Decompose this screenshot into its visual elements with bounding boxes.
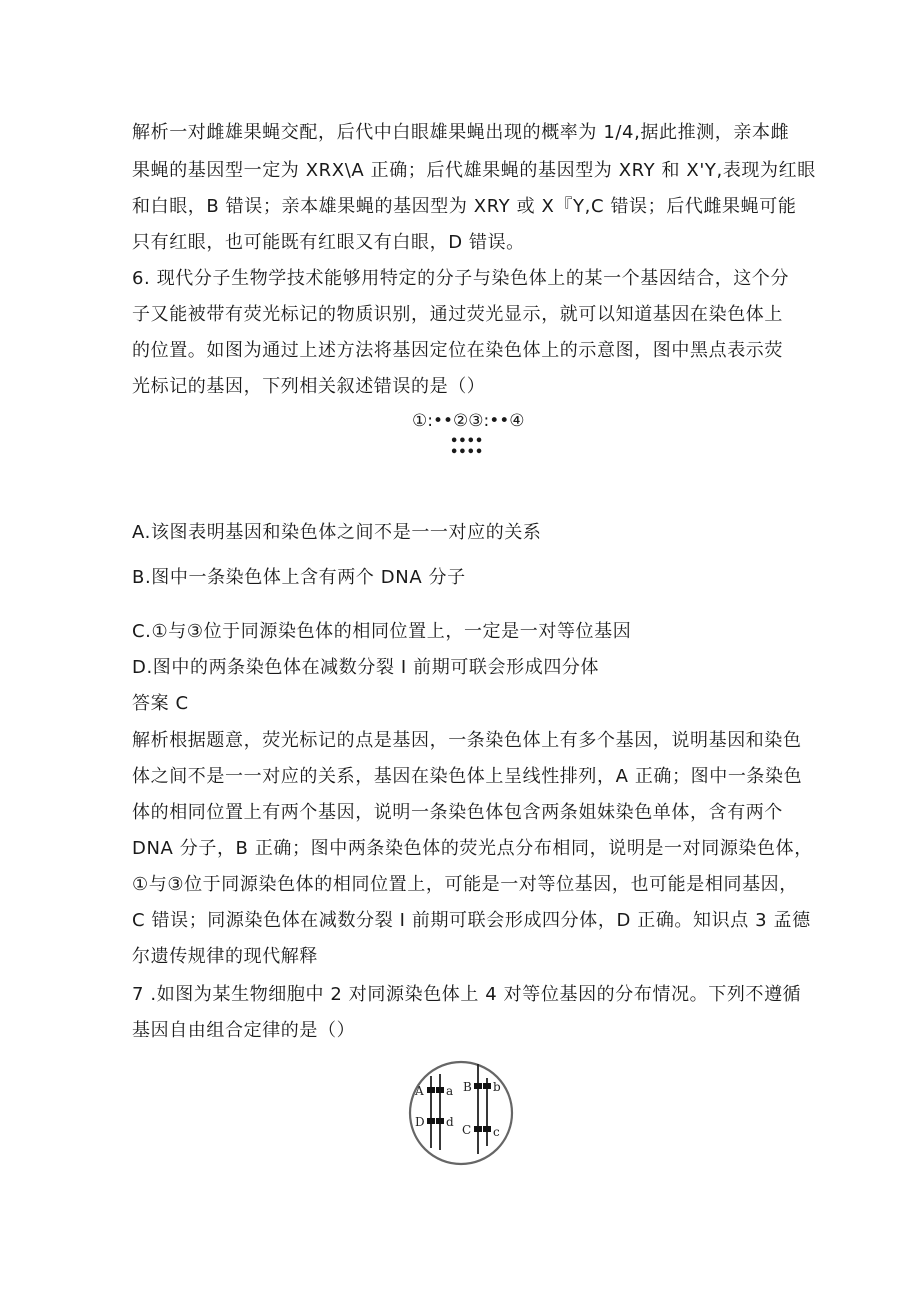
question-6-line: 6. 现代分子生物学技术能够用特定的分子与染色体上的某一个基因结合，这个分 xyxy=(132,268,790,289)
gene-label-a: a xyxy=(446,1084,454,1098)
cell-membrane xyxy=(410,1062,512,1164)
gene-label-C: C xyxy=(462,1123,472,1137)
explanation-line: 尔遗传规律的现代解释 xyxy=(132,946,318,967)
explanation-line: DNA 分子，B 正确；图中两条染色体的荧光点分布相同，说明是一对同源染色体， xyxy=(132,838,813,859)
text-line: 和白眼，B 错误；亲本雄果蝇的基因型为 XRY 或 X『Y,C 错误；后代雌果蝇可能 xyxy=(132,196,797,217)
text-line: 果蝇的基因型一定为 XRX\A 正确；后代雄果蝇的基因型为 XRY 和 X'Y,表现为红眼 xyxy=(132,160,816,181)
gene-label-A: A xyxy=(415,1084,424,1098)
gene-label-d: d xyxy=(446,1115,454,1129)
gene-locus xyxy=(483,1083,491,1089)
gene-label-b: b xyxy=(493,1080,501,1094)
question-6-line: 的位置。如图为通过上述方法将基因定位在染色体上的示意图，图中黑点表示荧 xyxy=(132,340,783,361)
gene-locus xyxy=(474,1126,482,1132)
option-b: B.图中一条染色体上含有两个 DNA 分子 xyxy=(132,567,466,588)
figure-7-cell-diagram xyxy=(405,1058,517,1168)
explanation-line: ①与③位于同源染色体的相同位置上，可能是一对等位基因，也可能是相同基因， xyxy=(132,874,798,895)
figure-6-dots-row: •••• xyxy=(450,445,484,460)
text-line: 只有红眼，也可能既有红眼又有白眼，D 错误。 xyxy=(132,232,525,253)
gene-label-D: D xyxy=(415,1115,425,1129)
gene-locus xyxy=(436,1118,444,1124)
gene-label-c: c xyxy=(493,1125,500,1139)
explanation-line: 体之间不是一一对应的关系，基因在染色体上呈线性排列，A 正确；图中一条染色 xyxy=(132,766,803,787)
gene-locus xyxy=(427,1087,435,1093)
explanation-line: 解析根据题意，荧光标记的点是基因，一条染色体上有多个基因，说明基因和染色 xyxy=(132,730,802,751)
option-d: D.图中的两条染色体在减数分裂 I 前期可联会形成四分体 xyxy=(132,657,600,678)
gene-label-B: B xyxy=(463,1080,472,1094)
option-a: A.该图表明基因和染色体之间不是一一对应的关系 xyxy=(132,522,542,543)
option-c: C.①与③位于同源染色体的相同位置上，一定是一对等位基因 xyxy=(132,621,632,642)
question-7-line: 基因自由组合定律的是（） xyxy=(132,1020,356,1041)
gene-locus xyxy=(427,1118,435,1124)
explanation-line: 体的相同位置上有两个基因，说明一条染色体包含两条姐妹染色单体，含有两个 xyxy=(132,802,783,823)
figure-6-dots-row: •••• xyxy=(450,434,484,449)
text-line: 解析一对雌雄果蝇交配，后代中白眼雄果蝇出现的概率为 1/4,据此推测，亲本雌 xyxy=(132,122,790,143)
question-7-line: 7 .如图为某生物细胞中 2 对同源染色体上 4 对等位基因的分布情况。下列不遵循 xyxy=(132,984,802,1005)
answer: 答案 C xyxy=(132,693,189,714)
gene-locus xyxy=(483,1126,491,1132)
question-6-line: 子又能被带有荧光标记的物质识别，通过荧光显示，就可以知道基因在染色体上 xyxy=(132,304,783,325)
gene-locus xyxy=(474,1083,482,1089)
question-6-line: 光标记的基因，下列相关叙述错误的是（） xyxy=(132,376,486,397)
gene-locus xyxy=(436,1087,444,1093)
explanation-line: C 错误；同源染色体在减数分裂 I 前期可联会形成四分体，D 正确。知识点 3 孟德 xyxy=(132,910,811,931)
figure-6-labels: ①:••②③:••④ xyxy=(412,411,525,431)
